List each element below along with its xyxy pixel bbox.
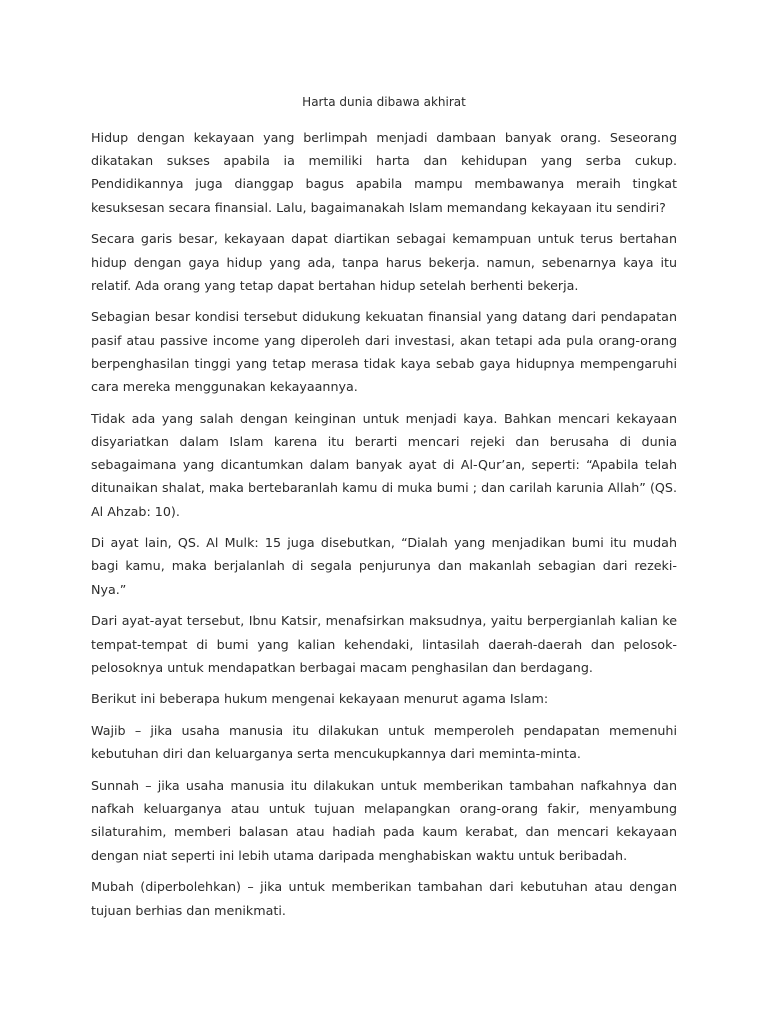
paragraph: Berikut ini beberapa hukum mengenai kekayaan menurut agama Islam: [91, 691, 549, 707]
paragraph: Secara garis besar, kekayaan dapat diartikan sebagai kemampuan untuk terus bertahan hidup dengan gaya hidup yang ada, tanpa harus bekerja. namun, sebenarnya kaya itu relatif. Ada orang yang tetap dapat bertahan hidup setelah berhenti bekerja. [91, 231, 677, 293]
paragraph: Mubah (diperbolehkan) – jika untuk memberikan tambahan dari kebutuhan atau dengan tujuan berhias dan menikmati. [91, 879, 677, 918]
paragraph: Wajib – jika usaha manusia itu dilakukan untuk memperoleh pendapatan memenuhi kebutuhan diri dan keluarganya serta mencukupkannya dari meminta-minta. [91, 723, 677, 762]
document-page [91, 92, 677, 930]
paragraph: Di ayat lain, QS. Al Mulk: 15 juga disebutkan, “Dialah yang menjadikan bumi itu mudah bagi kamu, maka berjalanlah di segala penjurunya dan makanlah sebagian dari rezeki-Nya.” [91, 535, 677, 597]
paragraph: Sunnah – jika usaha manusia itu dilakukan untuk memberikan tambahan nafkahnya dan nafkah keluarganya atau untuk tujuan melapangkan orang-orang fakir, menyambung silaturahim, memberi balasan atau hadiah pada kaum kerabat, dan mencari kekayaan dengan niat seperti ini lebih utama daripada menghabiskan waktu untuk beribadah. [91, 778, 677, 863]
paragraph: Tidak ada yang salah dengan keinginan untuk menjadi kaya. Bahkan mencari kekayaan disyariatkan dalam Islam karena itu berarti mencari rejeki dan berusaha di dunia sebagaimana yang dicantumkan dalam banyak ayat di Al-Qur’an, seperti: “Apabila telah ditunaikan shalat, maka bertebaranlah kamu di muka bumi ; dan carilah karunia Allah” (QS. Al Ahzab: 10). [91, 410, 677, 519]
paragraph: Hidup dengan kekayaan yang berlimpah menjadi dambaan banyak orang. Seseorang dikatakan sukses apabila ia memiliki harta dan kehidupan yang serba cukup. Pendidikannya juga dianggap bagus apabila mampu membawanya meraih tingkat kesuksesan secara finansial. Lalu, bagaimanakah Islam memandang kekayaan itu sendiri? [91, 130, 677, 215]
paragraph: Sebagian besar kondisi tersebut didukung kekuatan finansial yang datang dari pendapatan pasif atau passive income yang diperoleh dari investasi, akan tetapi ada pula orang-orang berpenghasilan tinggi yang tetap merasa tidak kaya sebab gaya hidupnya mempengaruhi cara mereka menggunakan kekayaannya. [91, 309, 677, 395]
document-title: Harta dunia dibawa akhirat [302, 95, 466, 109]
paragraph: Dari ayat-ayat tersebut, Ibnu Katsir, menafsirkan maksudnya, yaitu berpergianlah kalian ke tempat-tempat di bumi yang kalian kehendaki, lintasilah daerah-daerah dan pelosok-pelosoknya untuk mendapatkan berbagai macam penghasilan dan berdagang. [91, 613, 677, 675]
